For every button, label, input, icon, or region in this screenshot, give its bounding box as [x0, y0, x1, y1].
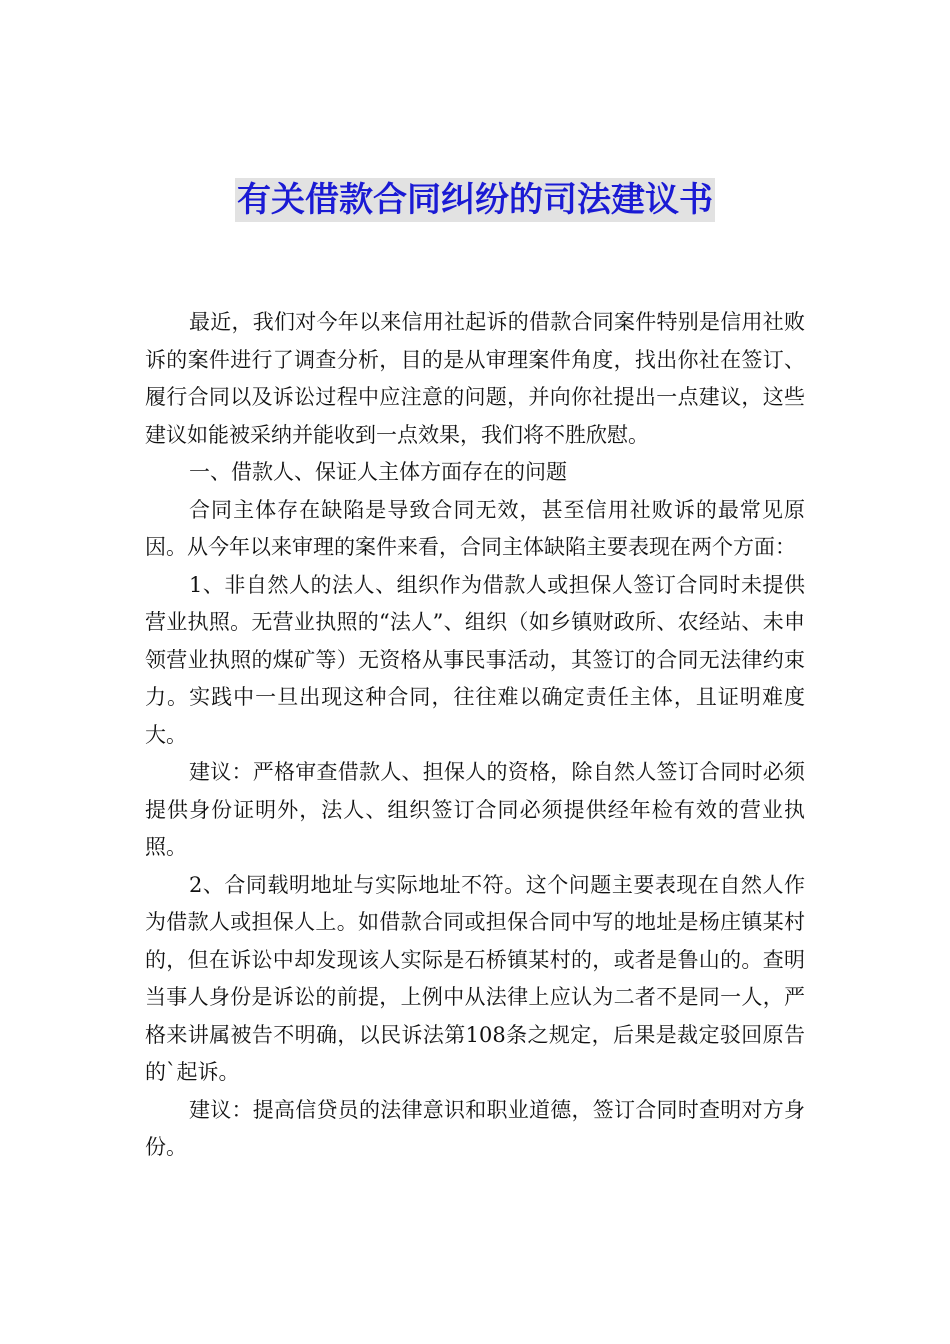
document-title: 有关借款合同纠纷的司法建议书	[237, 180, 713, 220]
title-container	[0, 178, 950, 222]
paragraph-subject-defects: 合同主体存在缺陷是导致合同无效，甚至信用社败诉的最常见原因。从今年以来审理的案件来看，合同主体缺陷主要表现在两个方面：	[145, 497, 805, 559]
paragraph-item-1: 1、非自然人的法人、组织作为借款人或担保人签订合同时未提供营业执照。无营业执照的“法人”、组织（如乡镇财政所、农经站、未申领营业执照的煤矿等）无资格从事民事活动，其签订的合同无法律约束力。实践中一旦出现这种合同，往往难以确定责任主体，且证明难度大。	[145, 572, 805, 747]
paragraph-intro: 最近，我们对今年以来信用社起诉的借款合同案件特别是信用社败诉的案件进行了调查分析，目的是从审理案件角度，找出你社在签订、履行合同以及诉讼过程中应注意的问题，并向你社提出一点建议，这些建议如能被采纳并能收到一点效果，我们将不胜欣慰。	[145, 310, 805, 447]
document-body	[145, 304, 805, 1167]
paragraph-item-2: 2、合同载明地址与实际地址不符。这个问题主要表现在自然人作为借款人或担保人上。如借款合同或担保合同中写的地址是杨庄镇某村的，但在诉讼中却发现该人实际是石桥镇某村的，或者是鲁山的。查明当事人身份是诉讼的前提，上例中从法律上应认为二者不是同一人，严格来讲属被告不明确，以民诉法第108条之规定，后果是裁定驳回原告的`起诉。	[145, 872, 805, 1084]
paragraph-suggestion-1: 建议：严格审查借款人、担保人的资格，除自然人签订合同时必须提供身份证明外，法人、组织签订合同必须提供经年检有效的营业执照。	[145, 760, 805, 859]
section-heading-1: 一、借款人、保证人主体方面存在的问题	[189, 460, 567, 484]
paragraph-suggestion-2: 建议：提高信贷员的法律意识和职业道德，签订合同时查明对方身份。	[145, 1097, 805, 1159]
